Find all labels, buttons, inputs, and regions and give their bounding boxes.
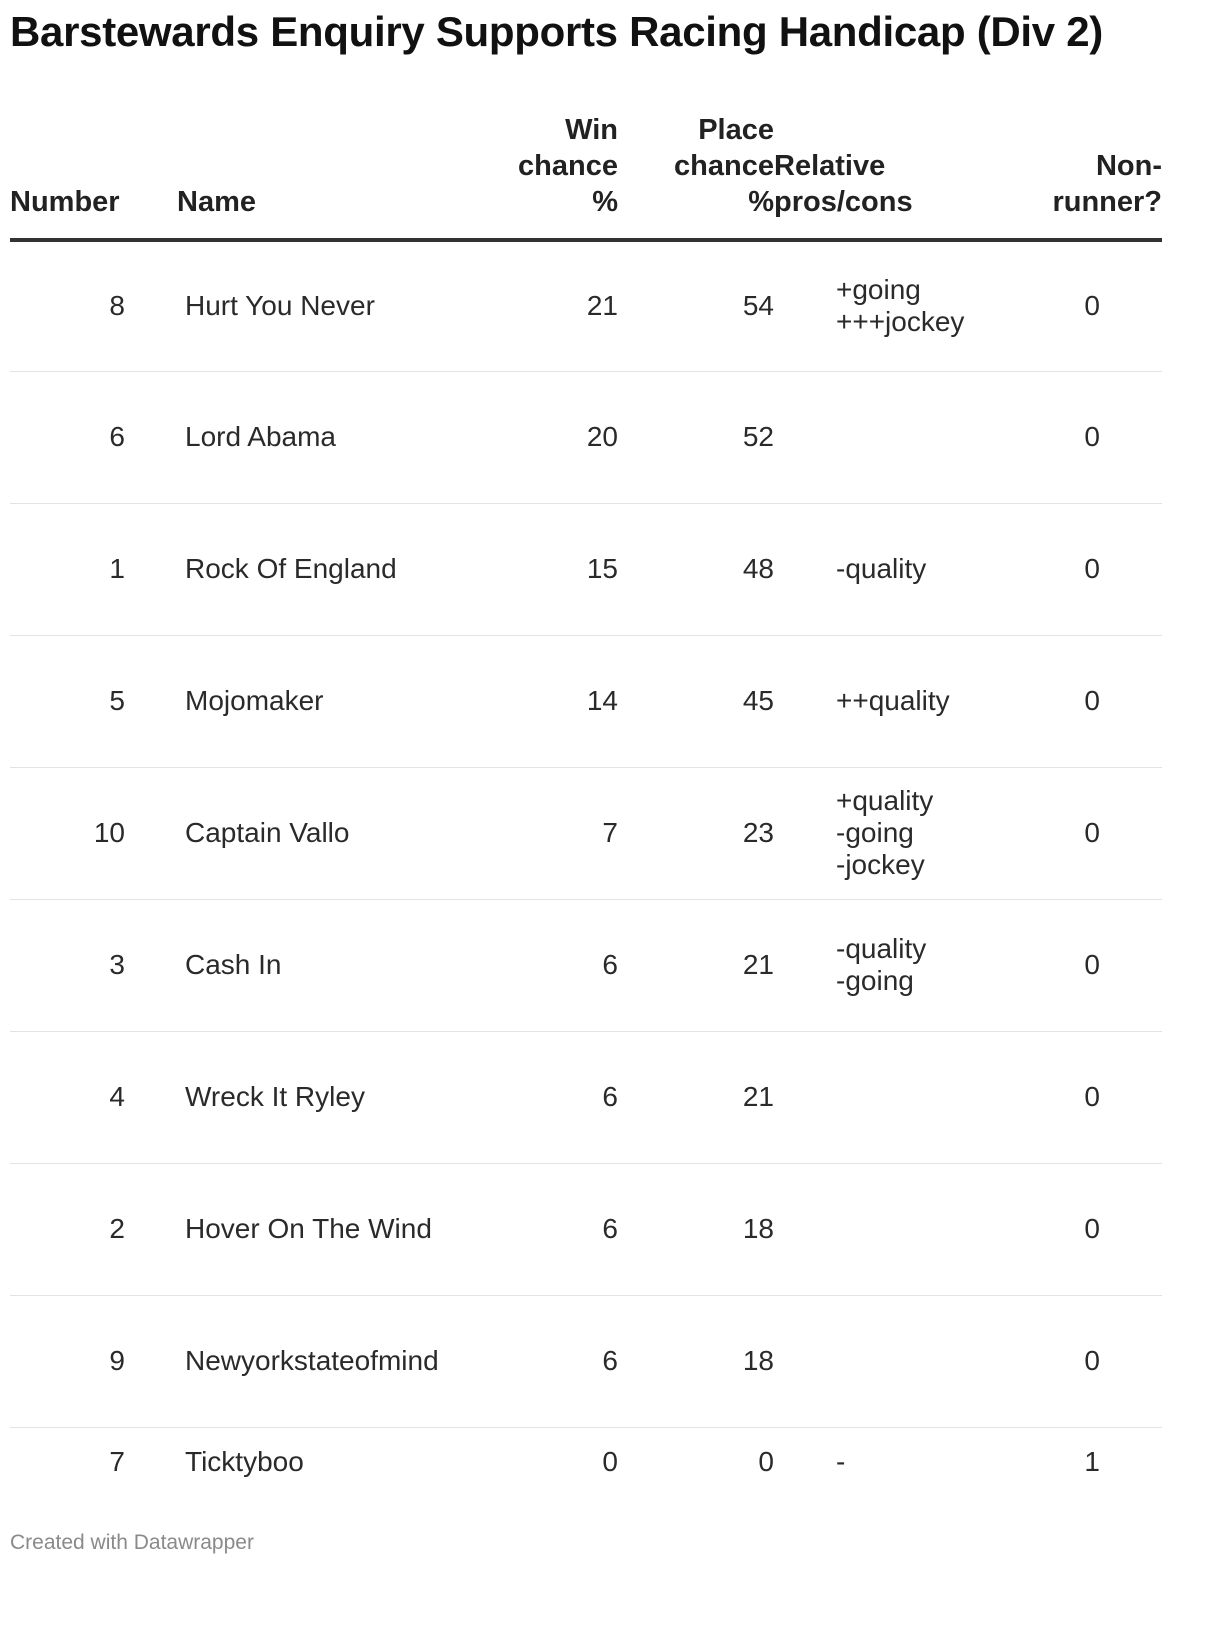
- cell-non-runner: 0: [944, 503, 1162, 635]
- cell-relative: [774, 1031, 944, 1163]
- table-row: [10, 240, 1162, 371]
- cell-relative: [774, 371, 944, 503]
- header-relative-line: Relative: [774, 150, 886, 182]
- cell-win-chance: 6: [490, 1163, 618, 1295]
- table-header-row: [10, 112, 1162, 240]
- header-non-runner[interactable]: [944, 112, 1162, 240]
- cell-win-chance: 6: [490, 899, 618, 1031]
- cell-place-chance: 48: [618, 503, 774, 635]
- header-place-line: %: [748, 186, 774, 218]
- header-relative-line: pros/cons: [774, 186, 913, 218]
- table-row: [10, 503, 1162, 635]
- cell-place-chance: 0: [758, 1445, 774, 1477]
- header-name[interactable]: [177, 112, 490, 240]
- cell-number: 6: [10, 371, 177, 503]
- cell-place-chance: 54: [618, 240, 774, 371]
- cell-place-chance: 45: [618, 635, 774, 767]
- relative-line: +going: [836, 274, 921, 306]
- cell-name: Hurt You Never: [177, 240, 490, 371]
- cell-non-runner: 0: [944, 240, 1162, 371]
- cell-place-chance: 18: [618, 1163, 774, 1295]
- cell-name: Mojomaker: [177, 635, 490, 767]
- data-table: [10, 112, 1162, 1499]
- cell-win-chance: 6: [490, 1295, 618, 1427]
- cell-relative: [774, 1163, 944, 1295]
- table-row: [10, 635, 1162, 767]
- cell-non-runner: 0: [944, 1031, 1162, 1163]
- relative-line: +quality: [836, 785, 934, 816]
- table-row: [10, 899, 1162, 1031]
- relative-line: -: [836, 1445, 846, 1477]
- cell-name: Newyorkstateofmind: [177, 1295, 490, 1427]
- cell-relative: [774, 1427, 944, 1499]
- cell-number: 10: [10, 767, 177, 899]
- table-row: [10, 1031, 1162, 1163]
- cell-name: Lord Abama: [177, 371, 490, 503]
- cell-number: 4: [10, 1031, 177, 1163]
- header-name-label: Name: [177, 186, 256, 218]
- relative-line: -quality: [836, 553, 927, 584]
- table-row: [10, 767, 1162, 899]
- cell-place-chance: 21: [618, 1031, 774, 1163]
- cell-number: 3: [10, 899, 177, 1031]
- relative-line: -going: [836, 965, 914, 996]
- table-row: [10, 1295, 1162, 1427]
- header-relative[interactable]: [774, 112, 944, 240]
- cell-relative: [774, 899, 944, 1031]
- footer-credit[interactable]: Created with Datawrapper: [10, 1531, 254, 1554]
- cell-non-runner: 1: [1084, 1445, 1100, 1477]
- cell-non-runner: 0: [944, 767, 1162, 899]
- cell-relative: [774, 503, 944, 635]
- cell-win-chance: 20: [490, 371, 618, 503]
- header-number-label: Number: [10, 186, 120, 218]
- table-row: [10, 1427, 1162, 1499]
- header-win-line: chance: [518, 150, 618, 182]
- table-row: [10, 371, 1162, 503]
- cell-win-chance: 14: [490, 635, 618, 767]
- cell-win-chance: 6: [490, 1031, 618, 1163]
- cell-relative: [774, 635, 950, 767]
- cell-non-runner: 0: [944, 899, 1162, 1031]
- cell-number: 7: [109, 1445, 125, 1477]
- cell-number: 9: [10, 1295, 177, 1427]
- relative-line: -quality: [836, 933, 927, 964]
- cell-relative: [774, 240, 965, 371]
- header-place-chance[interactable]: [618, 112, 774, 240]
- relative-line: +++jockey: [836, 306, 965, 338]
- header-place-line: Place: [698, 114, 774, 146]
- cell-name: Rock Of England: [177, 503, 490, 635]
- cell-non-runner: 0: [944, 1163, 1162, 1295]
- table-body: [10, 240, 1162, 1499]
- table-row: [10, 1163, 1162, 1295]
- relative-line: -jockey: [836, 849, 925, 880]
- cell-place-chance: 18: [618, 1295, 774, 1427]
- chart-title: Barstewards Enquiry Supports Racing Handicap (Div 2): [10, 8, 1103, 55]
- cell-name: Ticktyboo: [185, 1445, 304, 1477]
- header-number[interactable]: [10, 112, 177, 240]
- header-non-runner-line: runner?: [1052, 186, 1162, 218]
- cell-win-chance: 15: [490, 503, 618, 635]
- relative-line: -going: [836, 817, 914, 848]
- cell-non-runner: 0: [944, 1295, 1162, 1427]
- cell-number: 2: [10, 1163, 177, 1295]
- cell-relative: [774, 767, 944, 899]
- cell-number: 8: [10, 240, 177, 371]
- cell-relative: [774, 1295, 944, 1427]
- cell-place-chance: 21: [618, 899, 774, 1031]
- relative-line: ++quality: [836, 685, 950, 716]
- cell-number: 1: [10, 503, 177, 635]
- cell-place-chance: 52: [618, 371, 774, 503]
- cell-win-chance: 7: [490, 767, 618, 899]
- header-place-line: chance: [674, 150, 774, 182]
- header-non-runner-line: Non-: [1095, 150, 1162, 182]
- cell-non-runner: 0: [944, 635, 1162, 767]
- cell-name: Hover On The Wind: [177, 1163, 490, 1295]
- cell-win-chance: 21: [490, 240, 618, 371]
- cell-number: 5: [10, 635, 177, 767]
- cell-non-runner: 0: [944, 371, 1162, 503]
- cell-name: Captain Vallo: [177, 767, 490, 899]
- cell-place-chance: 23: [618, 767, 774, 899]
- cell-name: Wreck It Ryley: [177, 1031, 490, 1163]
- header-win-chance[interactable]: [490, 112, 618, 240]
- cell-win-chance: 0: [602, 1445, 618, 1477]
- header-win-line: %: [592, 186, 618, 218]
- cell-name: Cash In: [177, 899, 490, 1031]
- header-win-line: Win: [565, 114, 618, 146]
